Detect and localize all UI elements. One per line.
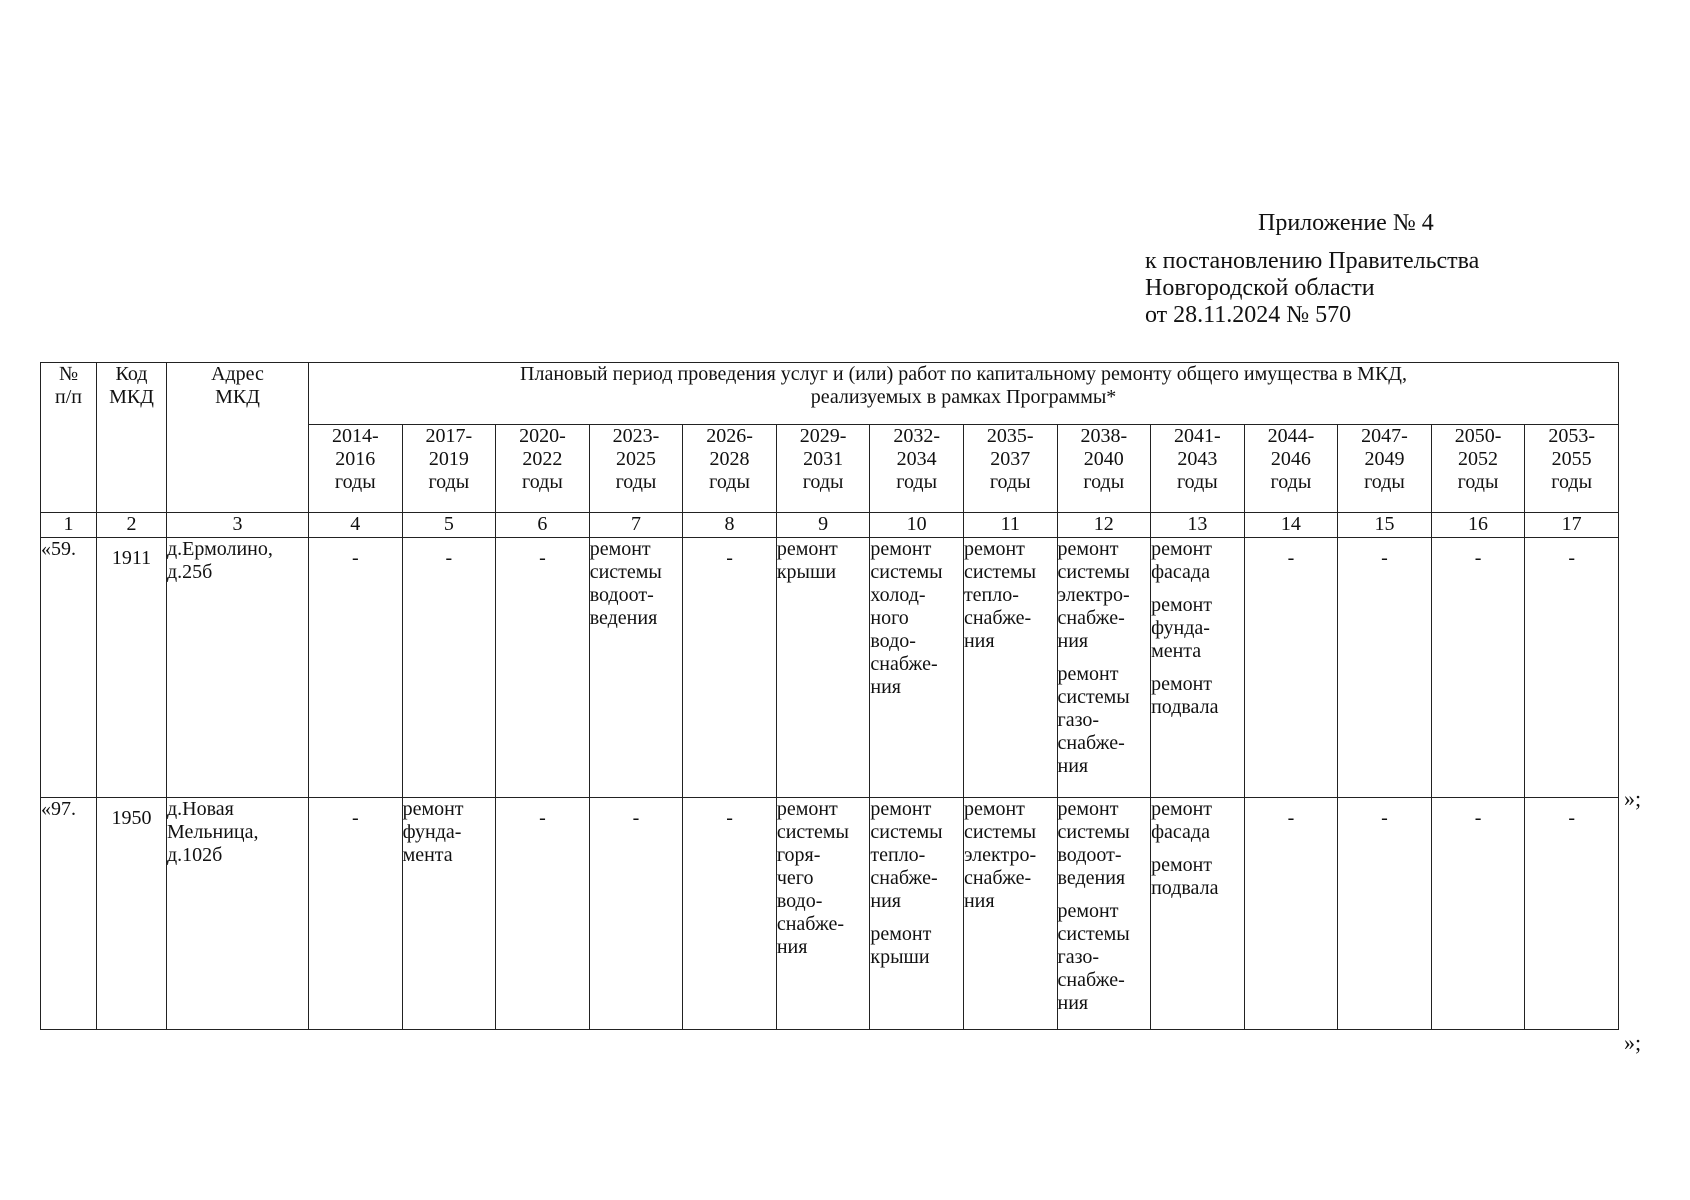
work-item: ремонт подвала xyxy=(1151,854,1219,899)
work-cell xyxy=(589,538,683,798)
dash-placeholder: - xyxy=(1568,807,1575,829)
work-cell xyxy=(1151,798,1245,1030)
row-closer-97: »; xyxy=(1624,1030,1642,1055)
dash-placeholder: - xyxy=(1287,807,1295,829)
dash-placeholder: - xyxy=(1287,547,1295,569)
column-number-4: 4 xyxy=(309,513,403,538)
work-cell xyxy=(309,798,403,1030)
work-item: ремонт системы холод- ного водо- снабже- ния xyxy=(870,538,943,698)
row-code: 1911 xyxy=(97,538,167,798)
work-cell xyxy=(1338,538,1432,798)
header-year-3: 2023- 2025 годы xyxy=(589,425,683,513)
header-year-10: 2044- 2046 годы xyxy=(1244,425,1338,513)
work-cell xyxy=(1244,538,1338,798)
work-cell xyxy=(963,798,1057,1030)
column-number-13: 13 xyxy=(1151,513,1245,538)
appendix-line-2: Новгородской области xyxy=(1145,275,1375,301)
header-year-7: 2035- 2037 годы xyxy=(963,425,1057,513)
row-address: д.Новая Мельница, д.102б xyxy=(167,798,309,1030)
column-number-5: 5 xyxy=(402,513,496,538)
work-cell xyxy=(1431,798,1525,1030)
work-item: ремонт подвала xyxy=(1151,673,1219,718)
work-item: ремонт системы тепло- снабже- ния xyxy=(870,798,943,912)
work-cell xyxy=(589,798,683,1030)
work-item: ремонт системы электро- снабже- ния xyxy=(1057,538,1130,652)
column-number-9: 9 xyxy=(776,513,870,538)
work-cell xyxy=(1057,538,1151,798)
work-item: ремонт фасада xyxy=(1151,538,1213,583)
header-year-9: 2041- 2043 годы xyxy=(1151,425,1245,513)
header-year-5: 2029- 2031 годы xyxy=(776,425,870,513)
header-planned-period: Плановый период проведения услуг и (или) работ по капитальному ремонту общего имущества в МКД, реализуемых в рамках Программы* xyxy=(309,363,1619,425)
header-code: Код МКД xyxy=(97,363,167,513)
work-item: ремонт фунда- мента xyxy=(1151,594,1213,662)
repair-schedule-table xyxy=(40,362,1619,1030)
work-item: ремонт системы водоот- ведения xyxy=(589,538,662,629)
work-cell xyxy=(1057,798,1151,1030)
column-number-3: 3 xyxy=(167,513,309,538)
column-number-12: 12 xyxy=(1057,513,1151,538)
header-year-6: 2032- 2034 годы xyxy=(870,425,964,513)
appendix-title: Приложение № 4 xyxy=(1258,210,1434,236)
dash-placeholder: - xyxy=(1381,807,1388,829)
header-year-1: 2017- 2019 годы xyxy=(402,425,496,513)
row-code: 1950 xyxy=(97,798,167,1030)
column-number-14: 14 xyxy=(1244,513,1338,538)
dash-placeholder: - xyxy=(445,547,453,569)
appendix-header xyxy=(1145,210,1479,329)
work-cell xyxy=(309,538,403,798)
dash-placeholder: - xyxy=(1381,547,1388,569)
row-number: «59. xyxy=(41,538,97,798)
dash-placeholder: - xyxy=(1568,547,1575,569)
column-number-2: 2 xyxy=(97,513,167,538)
header-year-12: 2050- 2052 годы xyxy=(1431,425,1525,513)
dash-placeholder: - xyxy=(726,807,733,829)
work-item: ремонт системы газо- снабже- ния xyxy=(1057,900,1130,1014)
work-cell xyxy=(683,798,777,1030)
dash-placeholder: - xyxy=(1474,547,1482,569)
dash-placeholder: - xyxy=(539,807,546,829)
work-item: ремонт системы газо- снабже- ния xyxy=(1057,663,1130,777)
row-closer-59: »; xyxy=(1624,786,1642,811)
work-cell xyxy=(1244,798,1338,1030)
work-cell xyxy=(963,538,1057,798)
header-year-8: 2038- 2040 годы xyxy=(1057,425,1151,513)
work-cell xyxy=(1151,538,1245,798)
work-cell xyxy=(776,798,870,1030)
work-item: ремонт системы водоот- ведения xyxy=(1057,798,1130,889)
row-address: д.Ермолино, д.25б xyxy=(167,538,309,798)
work-item: ремонт системы тепло- снабже- ния xyxy=(963,538,1037,652)
header-year-2: 2020- 2022 годы xyxy=(496,425,590,513)
column-number-10: 10 xyxy=(870,513,964,538)
column-number-15: 15 xyxy=(1338,513,1432,538)
column-number-17: 17 xyxy=(1525,513,1619,538)
work-cell xyxy=(683,538,777,798)
dash-placeholder: - xyxy=(539,547,546,569)
header-year-13: 2053- 2055 годы xyxy=(1525,425,1619,513)
header-num: № п/п xyxy=(41,363,97,513)
work-cell xyxy=(870,798,964,1030)
column-number-11: 11 xyxy=(963,513,1057,538)
header-year-11: 2047- 2049 годы xyxy=(1338,425,1432,513)
work-item: ремонт крыши xyxy=(870,923,932,968)
dash-placeholder: - xyxy=(351,547,359,569)
work-cell xyxy=(870,538,964,798)
row-number: «97. xyxy=(41,798,97,1030)
work-cell xyxy=(496,798,590,1030)
header-year-0: 2014- 2016 годы xyxy=(309,425,403,513)
work-cell xyxy=(402,538,496,798)
work-item: ремонт системы горя- чего водо- снабже- ния xyxy=(776,798,849,958)
dash-placeholder: - xyxy=(351,807,359,829)
table-row xyxy=(41,538,1619,798)
work-item: ремонт фасада xyxy=(1151,798,1213,843)
work-item: ремонт фунда- мента xyxy=(402,798,464,866)
work-item: ремонт системы электро- снабже- ния xyxy=(963,798,1037,912)
work-cell xyxy=(1525,538,1619,798)
work-cell xyxy=(496,538,590,798)
work-cell xyxy=(1338,798,1432,1030)
work-item: ремонт крыши xyxy=(776,538,838,583)
column-number-7: 7 xyxy=(589,513,683,538)
column-number-6: 6 xyxy=(496,513,590,538)
header-year-4: 2026- 2028 годы xyxy=(683,425,777,513)
work-cell xyxy=(402,798,496,1030)
header-address: Адрес МКД xyxy=(167,363,309,513)
dash-placeholder: - xyxy=(1474,807,1482,829)
column-number-16: 16 xyxy=(1431,513,1525,538)
work-cell xyxy=(776,538,870,798)
appendix-line-1: к постановлению Правительства xyxy=(1145,248,1480,274)
column-number-8: 8 xyxy=(683,513,777,538)
appendix-line-3: от 28.11.2024 № 570 xyxy=(1145,302,1352,328)
dash-placeholder: - xyxy=(632,807,640,829)
work-cell xyxy=(1431,538,1525,798)
work-cell xyxy=(1525,798,1619,1030)
dash-placeholder: - xyxy=(726,547,733,569)
table-row xyxy=(41,798,1619,1030)
column-number-1: 1 xyxy=(41,513,97,538)
